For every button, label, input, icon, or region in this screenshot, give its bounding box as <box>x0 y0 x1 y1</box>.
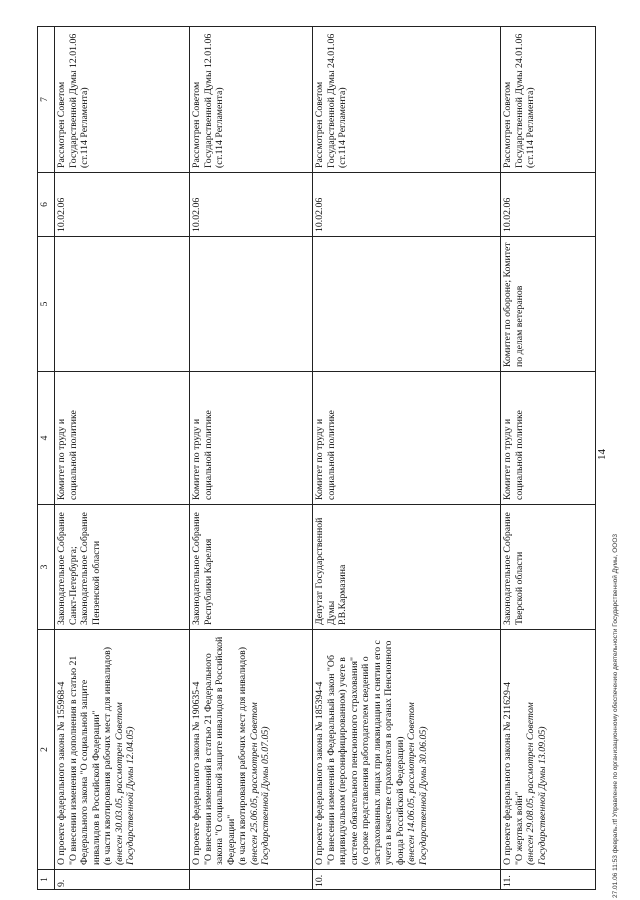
bill-description: "О внесении изменений в статью 21 Федерального закона "О социальной защите инвалидов в Российской Федерации" <box>202 636 237 865</box>
column-header: 2 <box>38 630 55 870</box>
bill-note: (внесен 30.03.05, рассмотрен Советом Государственной Думы 12.04.05) <box>113 702 137 865</box>
status: Рассмотрен Советом Государственной Думы 24.01.06 (ст.114 Регламента) <box>501 27 596 173</box>
initiator: Законодательное Собрание Пензенской области <box>79 512 102 625</box>
footer-print-info: 27.01.06 11:53 февраль.rtf Управление по организационному обеспечению деятельности Государственной Думы, ООО3 <box>612 534 619 898</box>
committee: Комитет по труду и социальной политике <box>313 372 501 505</box>
status: Рассмотрен Советом Государственной Думы 12.01.06 (ст.114 Регламента) <box>190 27 313 173</box>
bill-description: (о сроке представления работодателем сведений о застрахованных лицах при ликвидации и снятии его с учета в качестве страхователя в органах Пенсионного фонда Российской Федерации) <box>360 640 406 865</box>
date: 10.02.06 <box>313 173 501 237</box>
initiator-cell <box>190 505 313 630</box>
bill-note: (внесен 25.06.05, рассмотрен Советом Государственной Думы 05.07.05) <box>248 702 272 865</box>
table-row <box>313 27 501 890</box>
bill-cell <box>190 630 313 870</box>
date: 10.02.06 <box>501 173 596 237</box>
bill-title: О проекте федерального закона № 211629-4 <box>502 682 513 865</box>
co-committee <box>313 237 501 372</box>
bill-title: О проекте федерального закона № 190635-4 <box>191 681 202 865</box>
date: 10.02.06 <box>55 173 190 237</box>
bill-note: (внесен 29.08.05, рассмотрен Советом Государственной Думы 13.09.05) <box>525 702 548 865</box>
initiator: Законодательное Собрание Тверской области <box>502 512 525 625</box>
bill-description: "О внесении изменения и дополнения в статью 21 Федерального закона "О социальной защите инвалидов в Российской Федерации" <box>67 655 102 865</box>
row-number: 9. <box>55 870 190 890</box>
bill-title: О проекте федерального закона № 155968-4 <box>56 681 67 865</box>
status: Рассмотрен Советом Государственной Думы 12.01.06 (ст.114 Регламента) <box>55 27 190 173</box>
row-number <box>190 870 313 890</box>
co-committee <box>190 237 313 372</box>
column-header: 6 <box>38 173 55 237</box>
initiator: Депутат Государственной Думы <box>314 517 337 625</box>
committee: Комитет по труду и социальной политике <box>501 372 596 505</box>
bill-cell <box>55 630 190 870</box>
agenda-table <box>37 26 596 890</box>
bill-description: "О внесении изменений в Федеральный закон "Об индивидуальном (персонифицированном) учете в системе обязательного пенсионного страхования" <box>325 655 360 865</box>
bill-cell <box>501 630 596 870</box>
co-committee: Комитет по обороне; Комитет по делам ветеранов <box>501 237 596 372</box>
table-row <box>190 27 313 890</box>
page-number: 14 <box>596 449 608 460</box>
co-committee <box>55 237 190 372</box>
table-row <box>501 27 596 890</box>
initiator: Законодательное Собрание Санкт-Петербурга; <box>56 512 79 625</box>
column-header: 1 <box>38 870 55 890</box>
bill-description: "О жертвах войн" <box>513 791 525 865</box>
bill-title: О проекте федерального закона № 185394-4 <box>314 681 325 865</box>
initiator-cell <box>313 505 501 630</box>
table-row <box>55 27 190 890</box>
column-header: 3 <box>38 505 55 630</box>
bill-description: (в части квотирования рабочих мест для инвалидов) <box>237 646 249 865</box>
column-header: 7 <box>38 27 55 173</box>
committee: Комитет по труду и социальной политике <box>55 372 190 505</box>
row-number: 11. <box>501 870 596 890</box>
initiator: Р.В.Кармазина <box>337 564 349 625</box>
bill-description: (в части квотирования рабочих мест для инвалидов) <box>102 646 114 865</box>
initiator: Законодательное Собрание Республики Карелия <box>191 512 214 625</box>
initiator-cell <box>501 505 596 630</box>
column-header: 4 <box>38 372 55 505</box>
header-row <box>38 27 55 890</box>
bill-cell <box>313 630 501 870</box>
row-number: 10. <box>313 870 501 890</box>
committee: Комитет по труду и социальной политике <box>190 372 313 505</box>
initiator-cell <box>55 505 190 630</box>
date: 10.02.06 <box>190 173 313 237</box>
status: Рассмотрен Советом Государственной Думы 24.01.06 (ст.114 Регламента) <box>313 27 501 173</box>
bill-note: (внесен 14.06.05, рассмотрен Советом Государственной Думы 30.06.05) <box>406 702 429 865</box>
column-header: 5 <box>38 237 55 372</box>
